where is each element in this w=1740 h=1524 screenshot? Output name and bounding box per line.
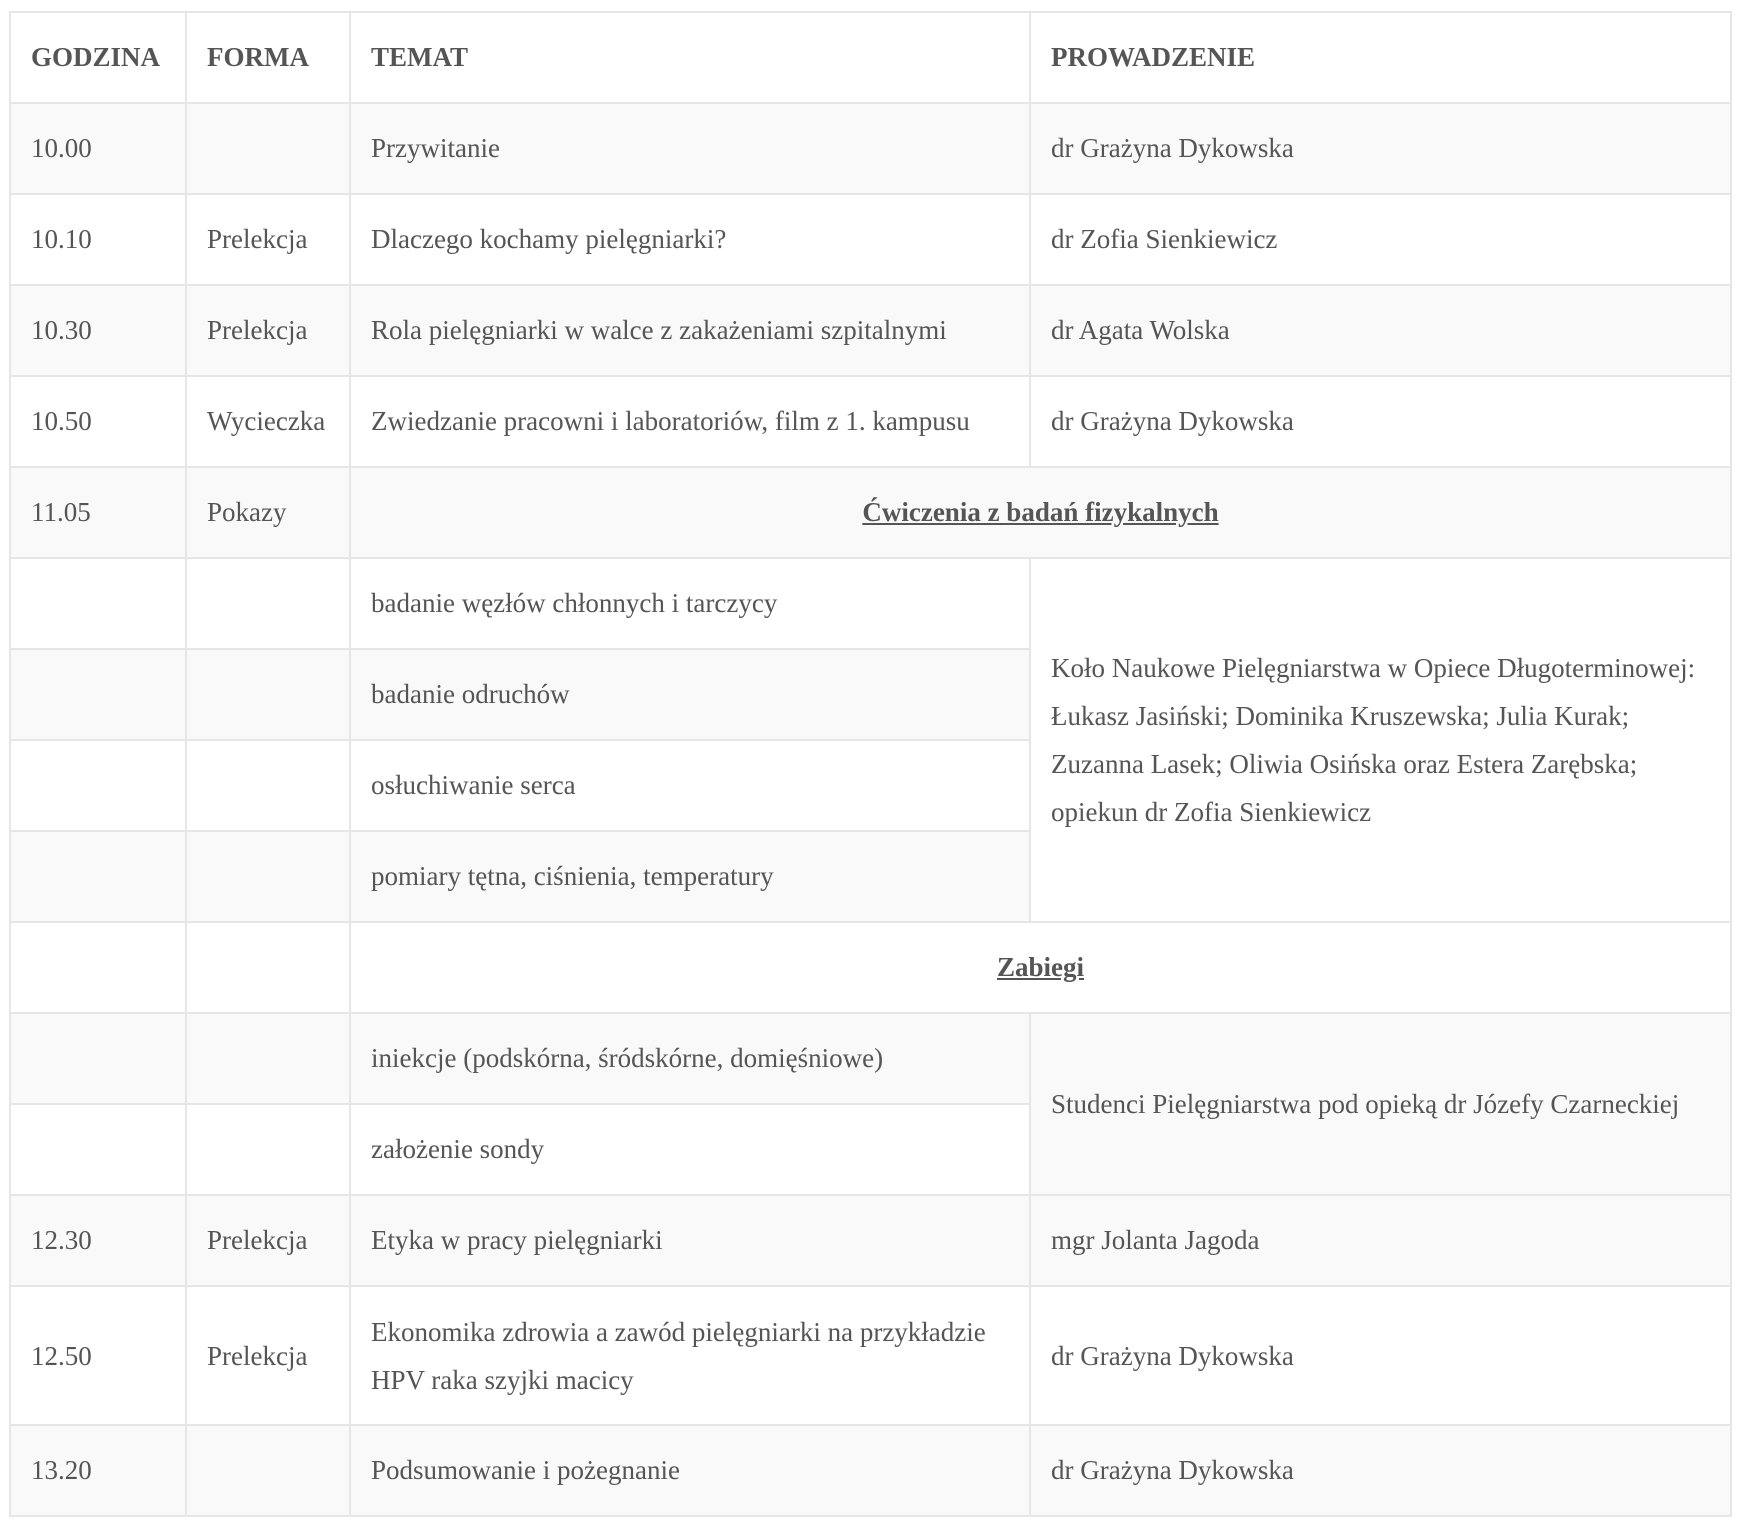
cell-form <box>186 1104 350 1195</box>
cell-time: 13.20 <box>10 1425 186 1516</box>
header-topic: TEMAT <box>350 12 1030 103</box>
cell-time: 10.00 <box>10 103 186 194</box>
table-row <box>10 1013 1731 1104</box>
cell-form: Prelekcja <box>186 285 350 376</box>
cell-topic: badanie odruchów <box>350 649 1030 740</box>
table-row <box>10 1425 1731 1516</box>
cell-leader: dr Grażyna Dykowska <box>1030 1425 1731 1516</box>
cell-topic: Rola pielęgniarki w walce z zakażeniami szpitalnymi <box>350 285 1030 376</box>
cell-topic: badanie węzłów chłonnych i tarczycy <box>350 558 1030 649</box>
cell-leader: dr Grażyna Dykowska <box>1030 1286 1731 1425</box>
cell-time <box>10 649 186 740</box>
header-row <box>10 12 1731 103</box>
section-title-procedures: Zabiegi <box>350 922 1731 1013</box>
cell-form: Pokazy <box>186 467 350 558</box>
cell-leader: dr Agata Wolska <box>1030 285 1731 376</box>
table-row <box>10 1195 1731 1286</box>
cell-topic: Zwiedzanie pracowni i laboratoriów, film z 1. kampusu <box>350 376 1030 467</box>
table-row <box>10 558 1731 649</box>
cell-form <box>186 1013 350 1104</box>
cell-form <box>186 1425 350 1516</box>
header-form: FORMA <box>186 12 350 103</box>
cell-topic: pomiary tętna, ciśnienia, temperatury <box>350 831 1030 922</box>
cell-form: Prelekcja <box>186 1195 350 1286</box>
table-row <box>10 467 1731 558</box>
table-row <box>10 285 1731 376</box>
table-row <box>10 922 1731 1013</box>
cell-leader-group: Koło Naukowe Pielęgniarstwa w Opiece Długoterminowej: Łukasz Jasiński; Dominika Kruszewska; Julia Kurak; Zuzanna Lasek; Oliwia Osińska oraz Estera Zarębska; opiekun dr Zofia Sienkiewicz <box>1030 558 1731 922</box>
cell-leader-group: Studenci Pielęgniarstwa pod opieką dr Józefy Czarneckiej <box>1030 1013 1731 1195</box>
cell-time <box>10 558 186 649</box>
cell-form <box>186 740 350 831</box>
cell-topic: Przywitanie <box>350 103 1030 194</box>
cell-form <box>186 922 350 1013</box>
cell-topic: Ekonomika zdrowia a zawód pielęgniarki na przykładzie HPV raka szyjki macicy <box>350 1286 1030 1425</box>
table-row <box>10 376 1731 467</box>
cell-leader: dr Zofia Sienkiewicz <box>1030 194 1731 285</box>
cell-form: Wycieczka <box>186 376 350 467</box>
cell-topic: iniekcje (podskórna, śródskórne, domięśniowe) <box>350 1013 1030 1104</box>
cell-topic: Dlaczego kochamy pielęgniarki? <box>350 194 1030 285</box>
cell-time <box>10 922 186 1013</box>
cell-topic: założenie sondy <box>350 1104 1030 1195</box>
cell-form <box>186 831 350 922</box>
cell-form <box>186 649 350 740</box>
cell-time <box>10 1104 186 1195</box>
cell-form: Prelekcja <box>186 194 350 285</box>
cell-time: 10.50 <box>10 376 186 467</box>
header-time: GODZINA <box>10 12 186 103</box>
cell-time <box>10 740 186 831</box>
cell-topic: Etyka w pracy pielęgniarki <box>350 1195 1030 1286</box>
table-row <box>10 103 1731 194</box>
cell-leader: dr Grażyna Dykowska <box>1030 103 1731 194</box>
header-leader: PROWADZENIE <box>1030 12 1731 103</box>
cell-topic: osłuchiwanie serca <box>350 740 1030 831</box>
cell-time: 10.10 <box>10 194 186 285</box>
section-title-exercises: Ćwiczenia z badań fizykalnych <box>350 467 1731 558</box>
cell-time: 12.30 <box>10 1195 186 1286</box>
cell-time: 10.30 <box>10 285 186 376</box>
cell-form: Prelekcja <box>186 1286 350 1425</box>
table-row <box>10 1286 1731 1425</box>
cell-leader: dr Grażyna Dykowska <box>1030 376 1731 467</box>
cell-time: 11.05 <box>10 467 186 558</box>
table-row <box>10 194 1731 285</box>
cell-time <box>10 1013 186 1104</box>
schedule-table <box>9 11 1732 1517</box>
cell-topic: Podsumowanie i pożegnanie <box>350 1425 1030 1516</box>
cell-leader: mgr Jolanta Jagoda <box>1030 1195 1731 1286</box>
cell-time <box>10 831 186 922</box>
cell-form <box>186 103 350 194</box>
cell-form <box>186 558 350 649</box>
cell-time: 12.50 <box>10 1286 186 1425</box>
